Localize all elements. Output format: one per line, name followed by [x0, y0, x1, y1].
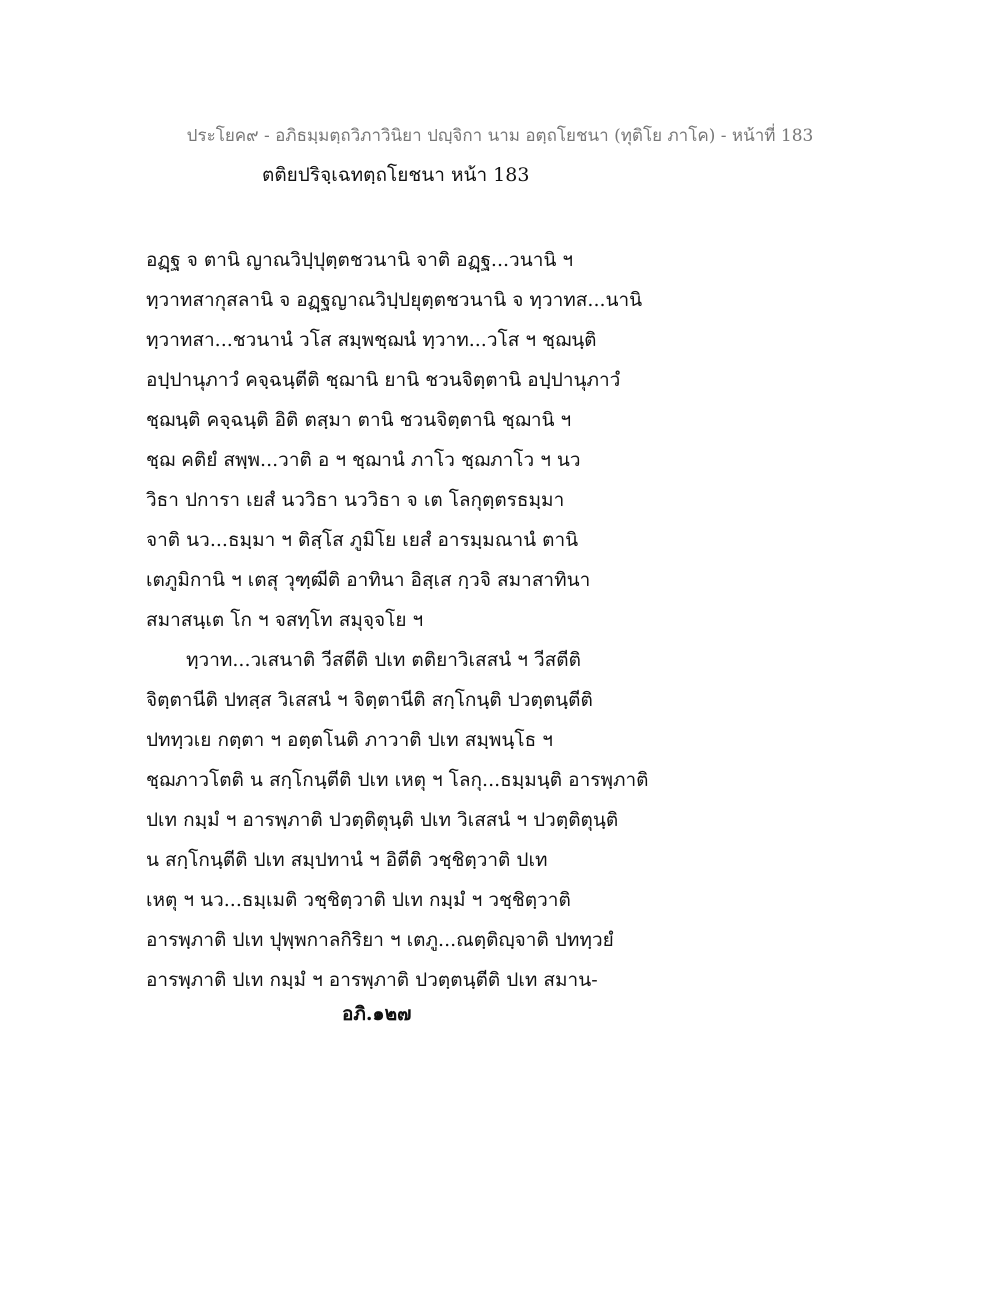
text-line: จาติ นว...ธมฺมา ฯ ติสฺโส ภูมิโย เยสํ อารมฺมณานํ ตานิ — [146, 529, 579, 551]
text-line: อารพฺภาติ ปเท ปุพฺพกาลกิริยา ฯ เตภู...ณตฺติญฺจาติ ปททฺวยํ — [146, 929, 614, 951]
text-line: เตภูมิกานิ ฯ เตสุ วุฑฺฒีติ อาทินา อิสฺเส กฺวจิ สมาสาทินา — [146, 569, 591, 591]
text-line: อปฺปานุภาวํ คจฺฉนฺตีติ ชฺฌานิ ยานิ ชวนจิตฺตานิ อปฺปานุภาวํ — [146, 369, 621, 391]
text-line: สมาสนฺเต โก ฯ จสทฺโท สมุจฺจโย ฯ — [146, 609, 424, 631]
body-text — [146, 240, 706, 1000]
section-title: ตติยปริจฺเฉทตฺถโยชนา หน้า 183 — [262, 164, 530, 186]
text-line: จิตฺตานีติ ปทสฺส วิเสสนํ ฯ จิตฺตานีติ สกฺโกนฺติ ปวตฺตนฺตีติ — [146, 689, 593, 711]
text-line: ทฺวาทสา...ชวนานํ วโส สมฺพชฺฌนํ ทฺวาท...วโส ฯ ชฺฌนฺติ — [146, 329, 597, 351]
page-marker: อภิ.๑๒๗ — [342, 1003, 412, 1025]
text-line: อฏฺฐ จ ตานิ ญาณวิปฺปุตฺตชวนานิ จาติ อฏฺฐ...วนานิ ฯ — [146, 249, 574, 271]
text-line: ปเท กมฺมํ ฯ อารพฺภาติ ปวตฺติตุนฺติ ปเท วิเสสนํ ฯ ปวตฺติตุนฺติ — [146, 809, 619, 831]
text-line: ทฺวาทสากุสลานิ จ อฏฺฐญาณวิปฺปยุตฺตชวนานิ จ ทฺวาทส...นานิ — [146, 289, 643, 311]
text-line: เหตุ ฯ นว...ธมฺเมติ วชฺชิตฺวาติ ปเท กมฺมํ ฯ วชฺชิตฺวาติ — [146, 889, 571, 911]
text-line: ชฺฌนฺติ คจฺฉนฺติ อิติ ตสฺมา ตานิ ชวนจิตฺตานิ ชฺฌานิ ฯ — [146, 409, 572, 431]
text-line: ชฺฌภาวโตติ น สกฺโกนฺตีติ ปเท เหตุ ฯ โลกุ...ธมฺมนฺติ อารพฺภาติ — [146, 769, 649, 791]
running-header: ประโยค๙ - อภิธมฺมตฺถวิภาวินิยา ปญฺจิกา นาม อตฺถโยชนา (ทุติโย ภาโค) - หน้าที่ 183 — [186, 126, 814, 146]
text-line: ปททฺวเย กตฺตา ฯ อตฺตโนติ ภาวาติ ปเท สมฺพนฺโธ ฯ — [146, 729, 553, 751]
text-line: ชฺฌ คติยํ สพฺพ...วาติ อ ฯ ชฺฌานํ ภาโว ชฺฌภาโว ฯ นว — [146, 449, 581, 471]
text-line: อารพฺภาติ ปเท กมฺมํ ฯ อารพฺภาติ ปวตฺตนฺตีติ ปเท สมาน- — [146, 969, 598, 991]
text-line: น สกฺโกนฺตีติ ปเท สมฺปทานํ ฯ อิตีติ วชฺชิตฺวาติ ปเท — [146, 849, 548, 871]
text-line-paragraph-start: ทฺวาท...วเสนาติ วีสตีติ ปเท ตติยาวิเสสนํ ฯ วีสตีติ — [186, 649, 581, 671]
text-line: วิธา ปการา เยสํ นววิธา นววิธา จ เต โลกุตฺตรธมฺมา — [146, 489, 565, 511]
